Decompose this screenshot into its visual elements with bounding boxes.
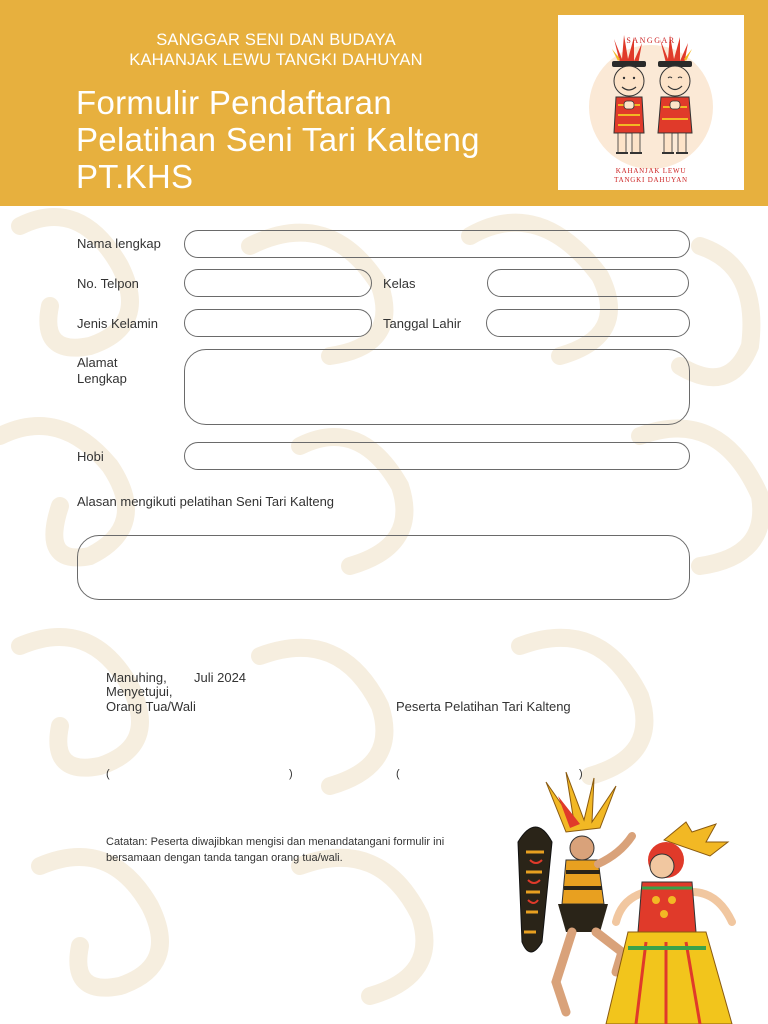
alasan-label: Alasan mengikuti pelatihan Seni Tari Kalteng [77,494,335,509]
form-note-line-1: Catatan: Peserta diwajibkan mengisi dan menandatangani formulir ini [106,836,445,848]
organization-name [76,30,476,70]
form-title-line-3: PT.KHS [76,158,194,195]
jenis-kelamin-field[interactable] [184,309,372,337]
alamat-lengkap-field[interactable] [184,349,690,425]
alamat-lengkap-label [77,355,127,387]
logo-bottom-line-2: TANGKI DAHUYAN [614,176,688,184]
form-note [106,834,506,866]
parent-signature-open-paren: ( [106,768,110,780]
kelas-field[interactable] [487,269,689,297]
alamat-label-line-1: Alamat [77,355,118,370]
form-header [0,0,768,206]
tanggal-lahir-label: Tanggal Lahir [383,316,462,331]
no-telpon-label: No. Telpon [77,276,139,291]
hobi-field[interactable] [184,442,690,470]
male-dancer-icon [518,772,632,1012]
nama-lengkap-field[interactable] [184,230,690,258]
kelas-label: Kelas [383,276,416,291]
nama-lengkap-label: Nama lengkap [77,236,161,251]
jenis-kelamin-label: Jenis Kelamin [77,316,158,331]
signature-date: Juli 2024 [194,670,247,685]
sanggar-logo [558,15,744,190]
parent-signature-label: Orang Tua/Wali [106,699,196,714]
signature-agreed: Menyetujui, [106,684,173,699]
logo-top-text: SANGGAR [626,36,676,45]
hobi-label: Hobi [77,449,104,464]
participant-signature-close-paren: ) [579,768,583,780]
form-title [76,84,566,195]
signature-place: Manuhing, [106,670,167,685]
logo-bottom-text [558,167,744,185]
participant-signature-label: Peserta Pelatihan Tari Kalteng [396,699,571,714]
form-note-line-2: bersamaan dengan tanda tangan orang tua/wali. [106,852,343,864]
female-dancer-icon [606,822,732,1024]
alamat-label-line-2: Lengkap [77,371,127,386]
form-title-line-1: Formulir Pendaftaran [76,84,392,121]
dayak-dancers-illustration [496,772,768,1024]
tanggal-lahir-field[interactable] [486,309,690,337]
alasan-field[interactable] [77,535,690,600]
org-name-line-1: SANGGAR SENI DAN BUDAYA [156,31,396,49]
no-telpon-field[interactable] [184,269,372,297]
form-title-line-2: Pelatihan Seni Tari Kalteng [76,121,480,158]
org-name-line-2: KAHANJAK LEWU TANGKI DAHUYAN [129,51,423,69]
participant-signature-open-paren: ( [396,768,400,780]
parent-signature-close-paren: ) [289,768,293,780]
logo-bottom-line-1: KAHANJAK LEWU [615,167,687,175]
